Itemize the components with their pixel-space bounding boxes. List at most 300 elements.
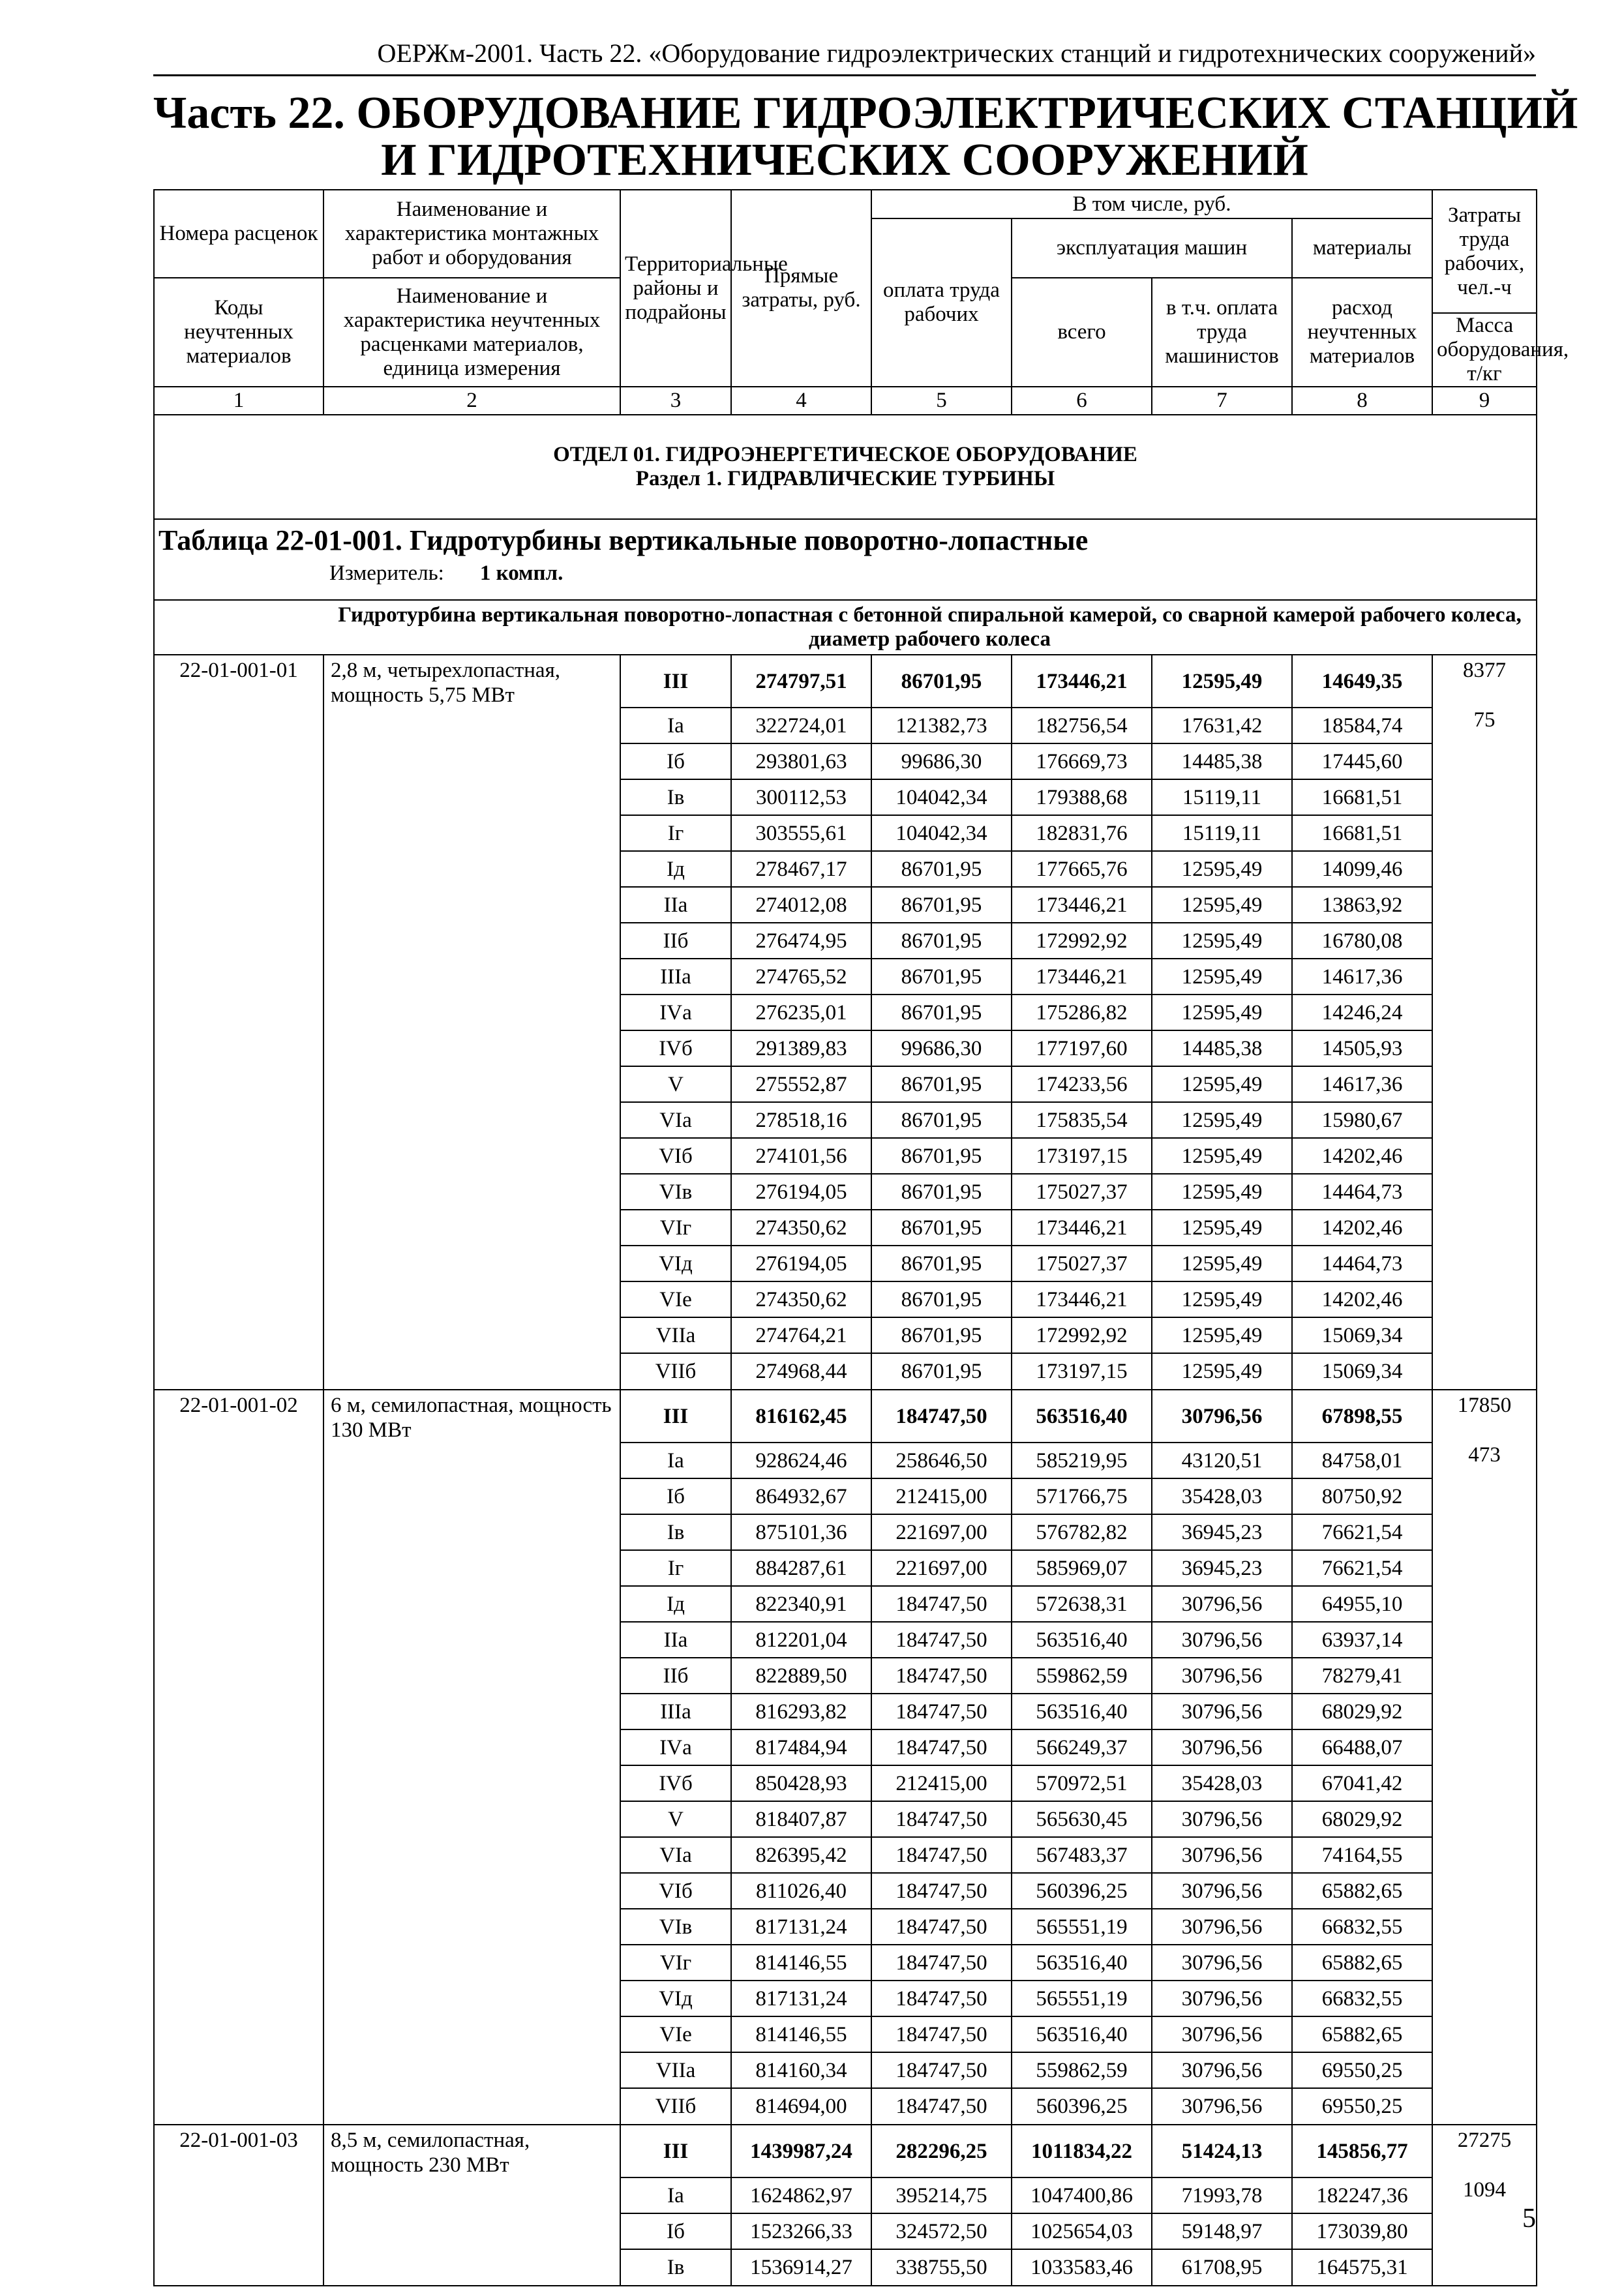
rate-description bbox=[323, 2088, 620, 2125]
value-cell: 65882,65 bbox=[1292, 2016, 1432, 2052]
rate-code bbox=[154, 1210, 323, 1246]
territory-cell: IVа bbox=[620, 995, 731, 1030]
col-num: 1 bbox=[154, 387, 323, 415]
territory-cell: Iв bbox=[620, 1514, 731, 1550]
value-cell: 184747,50 bbox=[871, 2016, 1012, 2052]
territory-cell: Iг bbox=[620, 815, 731, 851]
hdr-ekspl: эксплуатация машин bbox=[1012, 218, 1292, 278]
value-cell: 850428,93 bbox=[731, 1765, 871, 1801]
empty-cell bbox=[1432, 1873, 1537, 1909]
value-cell: 182756,54 bbox=[1012, 708, 1152, 743]
empty-cell bbox=[1432, 1801, 1537, 1837]
value-cell: 14464,73 bbox=[1292, 1174, 1432, 1210]
value-cell: 68029,92 bbox=[1292, 1694, 1432, 1729]
value-cell: 567483,37 bbox=[1012, 1837, 1152, 1873]
rate-description bbox=[323, 1586, 620, 1622]
table-row bbox=[154, 1210, 1537, 1246]
empty-cell bbox=[1432, 1478, 1537, 1514]
value-cell: 812201,04 bbox=[731, 1622, 871, 1658]
rate-description bbox=[323, 1174, 620, 1210]
otdel-title: ОТДЕЛ 01. ГИДРОЭНЕРГЕТИЧЕСКОЕ ОБОРУДОВАНИЕ bbox=[553, 443, 1137, 466]
value-cell: 184747,50 bbox=[871, 2052, 1012, 2088]
value-cell: 822889,50 bbox=[731, 1658, 871, 1694]
rate-description bbox=[323, 2213, 620, 2249]
value-cell: 276194,05 bbox=[731, 1174, 871, 1210]
value-cell: 30796,56 bbox=[1152, 2016, 1292, 2052]
value-cell: 395214,75 bbox=[871, 2177, 1012, 2213]
value-cell: 78279,41 bbox=[1292, 1658, 1432, 1694]
value-cell: 293801,63 bbox=[731, 743, 871, 779]
value-cell: 76621,54 bbox=[1292, 1550, 1432, 1586]
rate-code bbox=[154, 2177, 323, 2213]
table-row bbox=[154, 959, 1537, 995]
value-cell: 1047400,86 bbox=[1012, 2177, 1152, 2213]
value-cell: 14246,24 bbox=[1292, 995, 1432, 1030]
table-row bbox=[154, 1550, 1537, 1586]
rate-code bbox=[154, 1801, 323, 1837]
value-cell: 563516,40 bbox=[1012, 1945, 1152, 1981]
value-cell: 99686,30 bbox=[871, 743, 1012, 779]
value-cell: 43120,51 bbox=[1152, 1443, 1292, 1478]
empty-cell bbox=[1432, 1246, 1537, 1281]
value-cell: 276474,95 bbox=[731, 923, 871, 959]
value-cell: 12595,49 bbox=[1152, 1066, 1292, 1102]
empty-cell bbox=[1432, 1138, 1537, 1174]
territory-cell: VIг bbox=[620, 1945, 731, 1981]
value-cell: 560396,25 bbox=[1012, 1873, 1152, 1909]
section-heading bbox=[154, 415, 1537, 519]
territory-cell: IIа bbox=[620, 887, 731, 923]
rate-code bbox=[154, 2016, 323, 2052]
value-cell: 14464,73 bbox=[1292, 1246, 1432, 1281]
value-cell: 86701,95 bbox=[871, 655, 1012, 708]
value-cell: 14485,38 bbox=[1152, 1030, 1292, 1066]
value-cell: 814694,00 bbox=[731, 2088, 871, 2125]
value-cell: 164575,31 bbox=[1292, 2249, 1432, 2286]
value-cell: 66832,55 bbox=[1292, 1909, 1432, 1945]
rate-code bbox=[154, 743, 323, 779]
rate-description bbox=[323, 1837, 620, 1873]
value-cell: 563516,40 bbox=[1012, 1622, 1152, 1658]
value-cell: 30796,56 bbox=[1152, 1837, 1292, 1873]
value-cell: 12595,49 bbox=[1152, 1174, 1292, 1210]
value-cell: 12595,49 bbox=[1152, 959, 1292, 995]
territory-cell: Iб bbox=[620, 2213, 731, 2249]
value-cell: 1011834,22 bbox=[1012, 2125, 1152, 2177]
value-cell: 173446,21 bbox=[1012, 655, 1152, 708]
territory-cell: Iв bbox=[620, 2249, 731, 2286]
value-cell: 565630,45 bbox=[1012, 1801, 1152, 1837]
value-cell: 176669,73 bbox=[1012, 743, 1152, 779]
value-cell: 18584,74 bbox=[1292, 708, 1432, 743]
value-cell: 814146,55 bbox=[731, 1945, 871, 1981]
value-cell: 12595,49 bbox=[1152, 1317, 1292, 1353]
value-cell: 172992,92 bbox=[1012, 923, 1152, 959]
rate-description bbox=[323, 1281, 620, 1317]
value-cell: 182831,76 bbox=[1012, 815, 1152, 851]
rate-code bbox=[154, 1478, 323, 1514]
value-cell: 30796,56 bbox=[1152, 2088, 1292, 2125]
table-row bbox=[154, 1765, 1537, 1801]
value-cell: 274765,52 bbox=[731, 959, 871, 995]
empty-cell bbox=[1432, 815, 1537, 851]
empty-cell bbox=[1432, 1981, 1537, 2016]
running-header: ОЕРЖм-2001. Часть 22. «Оборудование гидроэлектрических станций и гидротехнических сооружений» bbox=[377, 38, 1536, 68]
empty-cell bbox=[1432, 995, 1537, 1030]
rate-description bbox=[323, 779, 620, 815]
rate-code bbox=[154, 815, 323, 851]
value-cell: 928624,46 bbox=[731, 1443, 871, 1478]
empty-cell bbox=[1432, 1066, 1537, 1102]
territory-cell: IIб bbox=[620, 1658, 731, 1694]
table-row bbox=[154, 1102, 1537, 1138]
value-cell: 173446,21 bbox=[1012, 887, 1152, 923]
rate-code bbox=[154, 779, 323, 815]
value-cell: 177197,60 bbox=[1012, 1030, 1152, 1066]
value-cell: 814160,34 bbox=[731, 2052, 871, 2088]
value-cell: 1536914,27 bbox=[731, 2249, 871, 2286]
table-row bbox=[154, 2249, 1537, 2286]
value-cell: 565551,19 bbox=[1012, 1909, 1152, 1945]
value-cell: 12595,49 bbox=[1152, 851, 1292, 887]
measurer-value: 1 компл. bbox=[479, 561, 564, 585]
value-cell: 826395,42 bbox=[731, 1837, 871, 1873]
table-row bbox=[154, 779, 1537, 815]
value-cell: 184747,50 bbox=[871, 1622, 1012, 1658]
rate-code bbox=[154, 1550, 323, 1586]
value-cell: 571766,75 bbox=[1012, 1478, 1152, 1514]
value-cell: 811026,40 bbox=[731, 1873, 871, 1909]
territory-cell: Iб bbox=[620, 743, 731, 779]
value-cell: 282296,25 bbox=[871, 2125, 1012, 2177]
value-cell: 572638,31 bbox=[1012, 1586, 1152, 1622]
value-cell: 184747,50 bbox=[871, 1945, 1012, 1981]
value-cell: 121382,73 bbox=[871, 708, 1012, 743]
table-row bbox=[154, 2125, 1537, 2177]
value-cell: 585969,07 bbox=[1012, 1550, 1152, 1586]
territory-cell: VIа bbox=[620, 1102, 731, 1138]
razdel-title: Раздел 1. ГИДРАВЛИЧЕСКИЕ ТУРБИНЫ bbox=[635, 467, 1055, 490]
table-row bbox=[154, 1694, 1537, 1729]
value-cell: 274012,08 bbox=[731, 887, 871, 923]
value-cell: 30796,56 bbox=[1152, 1981, 1292, 2016]
territory-cell: IIб bbox=[620, 923, 731, 959]
value-cell: 30796,56 bbox=[1152, 1586, 1292, 1622]
rate-description bbox=[323, 1246, 620, 1281]
value-cell: 16681,51 bbox=[1292, 815, 1432, 851]
empty-cell bbox=[1432, 2249, 1537, 2286]
value-cell: 184747,50 bbox=[871, 1694, 1012, 1729]
value-cell: 35428,03 bbox=[1152, 1478, 1292, 1514]
col-num: 7 bbox=[1152, 387, 1292, 415]
rate-description: 2,8 м, четырехлопастная, мощность 5,75 МВт bbox=[323, 655, 620, 708]
empty-cell bbox=[1432, 1586, 1537, 1622]
value-cell: 563516,40 bbox=[1012, 2016, 1152, 2052]
table-row bbox=[154, 1729, 1537, 1765]
table-row bbox=[154, 1174, 1537, 1210]
territory-cell: IVа bbox=[620, 1729, 731, 1765]
value-cell: 291389,83 bbox=[731, 1030, 871, 1066]
value-cell: 14202,46 bbox=[1292, 1281, 1432, 1317]
territory-cell: VIIб bbox=[620, 2088, 731, 2125]
value-cell: 12595,49 bbox=[1152, 887, 1292, 923]
table-row bbox=[154, 1138, 1537, 1174]
value-cell: 184747,50 bbox=[871, 1909, 1012, 1945]
territory-cell: Iд bbox=[620, 1586, 731, 1622]
value-cell: 175027,37 bbox=[1012, 1246, 1152, 1281]
empty-cell bbox=[1432, 2016, 1537, 2052]
rate-description bbox=[323, 2016, 620, 2052]
empty-cell bbox=[1432, 1353, 1537, 1390]
table-row bbox=[154, 1873, 1537, 1909]
value-cell: 14099,46 bbox=[1292, 851, 1432, 887]
value-cell: 184747,50 bbox=[871, 1658, 1012, 1694]
value-cell: 274350,62 bbox=[731, 1210, 871, 1246]
hdr-vtch: в т.ч. оплата труда машинистов bbox=[1152, 278, 1292, 387]
value-cell: 570972,51 bbox=[1012, 1765, 1152, 1801]
table-row bbox=[154, 1981, 1537, 2016]
territory-cell: IVб bbox=[620, 1765, 731, 1801]
value-cell: 212415,00 bbox=[871, 1765, 1012, 1801]
rate-description bbox=[323, 743, 620, 779]
value-cell: 13863,92 bbox=[1292, 887, 1432, 923]
value-cell: 65882,65 bbox=[1292, 1945, 1432, 1981]
territory-cell: Iа bbox=[620, 2177, 731, 2213]
value-cell: 61708,95 bbox=[1152, 2249, 1292, 2286]
value-cell: 68029,92 bbox=[1292, 1801, 1432, 1837]
value-cell: 12595,49 bbox=[1152, 655, 1292, 708]
rate-description bbox=[323, 1066, 620, 1102]
empty-cell bbox=[1432, 1694, 1537, 1729]
rate-code bbox=[154, 1945, 323, 1981]
value-cell: 884287,61 bbox=[731, 1550, 871, 1586]
empty-cell bbox=[1432, 2088, 1537, 2125]
rate-description bbox=[323, 1138, 620, 1174]
rate-code bbox=[154, 1586, 323, 1622]
value-cell: 184747,50 bbox=[871, 2088, 1012, 2125]
page-title bbox=[153, 88, 1578, 185]
rate-code bbox=[154, 1873, 323, 1909]
rate-code bbox=[154, 2213, 323, 2249]
rate-code bbox=[154, 1909, 323, 1945]
col-num: 4 bbox=[731, 387, 871, 415]
rate-description bbox=[323, 1658, 620, 1694]
value-cell: 15980,67 bbox=[1292, 1102, 1432, 1138]
col-num: 9 bbox=[1432, 387, 1537, 415]
labor-cost: 8377 bbox=[1432, 655, 1537, 708]
hdr-territory: Территориальные районы и подрайоны bbox=[620, 190, 731, 387]
territory-cell: Iд bbox=[620, 851, 731, 887]
territory-cell: Iб bbox=[620, 1478, 731, 1514]
hdr-v-tom: В том числе, руб. bbox=[871, 190, 1432, 218]
territory-cell: Iа bbox=[620, 1443, 731, 1478]
measurer bbox=[158, 559, 1532, 588]
labor-cost: 17850 bbox=[1432, 1390, 1537, 1443]
value-cell: 814146,55 bbox=[731, 2016, 871, 2052]
territory-cell: VIIа bbox=[620, 1317, 731, 1353]
rate-code bbox=[154, 1317, 323, 1353]
table-row bbox=[154, 1837, 1537, 1873]
rate-description bbox=[323, 1514, 620, 1550]
value-cell: 17631,42 bbox=[1152, 708, 1292, 743]
value-cell: 559862,59 bbox=[1012, 2052, 1152, 2088]
empty-cell bbox=[1432, 1030, 1537, 1066]
rate-code bbox=[154, 1443, 323, 1478]
empty-cell bbox=[1432, 1765, 1537, 1801]
value-cell: 86701,95 bbox=[871, 1174, 1012, 1210]
value-cell: 822340,91 bbox=[731, 1586, 871, 1622]
empty-cell bbox=[1432, 1945, 1537, 1981]
value-cell: 30796,56 bbox=[1152, 1390, 1292, 1443]
rate-description bbox=[323, 1729, 620, 1765]
empty-cell bbox=[1432, 1729, 1537, 1765]
rate-code bbox=[154, 995, 323, 1030]
rate-description bbox=[323, 1030, 620, 1066]
value-cell: 179388,68 bbox=[1012, 779, 1152, 815]
title-line-2: И ГИДРОТЕХНИЧЕСКИХ СООРУЖЕНИЙ bbox=[381, 135, 1308, 185]
value-cell: 184747,50 bbox=[871, 1729, 1012, 1765]
rate-code bbox=[154, 851, 323, 887]
rate-description bbox=[323, 851, 620, 887]
value-cell: 173039,80 bbox=[1292, 2213, 1432, 2249]
value-cell: 184747,50 bbox=[871, 1981, 1012, 2016]
table-row bbox=[154, 1443, 1537, 1478]
empty-cell bbox=[1432, 1909, 1537, 1945]
territory-cell: Iа bbox=[620, 708, 731, 743]
table-row bbox=[154, 1246, 1537, 1281]
value-cell: 258646,50 bbox=[871, 1443, 1012, 1478]
value-cell: 173197,15 bbox=[1012, 1353, 1152, 1390]
table-row bbox=[154, 1586, 1537, 1622]
table-row bbox=[154, 923, 1537, 959]
territory-cell: IIIа bbox=[620, 959, 731, 995]
value-cell: 104042,34 bbox=[871, 779, 1012, 815]
rate-description bbox=[323, 1801, 620, 1837]
empty-cell bbox=[1432, 743, 1537, 779]
hdr-vsego: всего bbox=[1012, 278, 1152, 387]
territory-cell: VIб bbox=[620, 1873, 731, 1909]
territory-cell: VIа bbox=[620, 1837, 731, 1873]
hdr-nomera: Номера расценок bbox=[154, 190, 323, 278]
value-cell: 86701,95 bbox=[871, 923, 1012, 959]
rate-description bbox=[323, 1765, 620, 1801]
table-row bbox=[154, 1317, 1537, 1353]
value-cell: 63937,14 bbox=[1292, 1622, 1432, 1658]
rate-description bbox=[323, 2052, 620, 2088]
value-cell: 14202,46 bbox=[1292, 1210, 1432, 1246]
value-cell: 221697,00 bbox=[871, 1514, 1012, 1550]
empty-cell bbox=[1432, 1317, 1537, 1353]
rate-description bbox=[323, 1873, 620, 1909]
equipment-mass: 75 bbox=[1432, 708, 1537, 743]
column-numbers-row bbox=[154, 387, 1537, 415]
value-cell: 59148,97 bbox=[1152, 2213, 1292, 2249]
value-cell: 816162,45 bbox=[731, 1390, 871, 1443]
rate-code bbox=[154, 2088, 323, 2125]
value-cell: 64955,10 bbox=[1292, 1586, 1432, 1622]
value-cell: 276235,01 bbox=[731, 995, 871, 1030]
rate-code bbox=[154, 1066, 323, 1102]
table-row bbox=[154, 2088, 1537, 2125]
hdr-rashod: расход неучтенных материалов bbox=[1292, 278, 1432, 387]
table-row bbox=[154, 1801, 1537, 1837]
value-cell: 66832,55 bbox=[1292, 1981, 1432, 2016]
table-row bbox=[154, 1390, 1537, 1443]
table-caption-cell bbox=[154, 519, 1537, 600]
value-cell: 1025654,03 bbox=[1012, 2213, 1152, 2249]
col-num: 8 bbox=[1292, 387, 1432, 415]
territory-cell: VIе bbox=[620, 1281, 731, 1317]
value-cell: 173446,21 bbox=[1012, 959, 1152, 995]
value-cell: 184747,50 bbox=[871, 1390, 1012, 1443]
territory-cell: III bbox=[620, 2125, 731, 2177]
value-cell: 16681,51 bbox=[1292, 779, 1432, 815]
rate-code bbox=[154, 1353, 323, 1390]
value-cell: 875101,36 bbox=[731, 1514, 871, 1550]
rate-code bbox=[154, 1658, 323, 1694]
rate-description bbox=[323, 887, 620, 923]
rate-code bbox=[154, 1514, 323, 1550]
table-row bbox=[154, 1281, 1537, 1317]
title-line-1: Часть 22. ОБОРУДОВАНИЕ ГИДРОЭЛЕКТРИЧЕСКИХ СТАНЦИЙ bbox=[153, 88, 1578, 138]
rate-description bbox=[323, 1353, 620, 1390]
rate-code bbox=[154, 959, 323, 995]
value-cell: 563516,40 bbox=[1012, 1390, 1152, 1443]
table-row bbox=[154, 1030, 1537, 1066]
value-cell: 816293,82 bbox=[731, 1694, 871, 1729]
rate-description bbox=[323, 1210, 620, 1246]
value-cell: 69550,25 bbox=[1292, 2052, 1432, 2088]
value-cell: 1624862,97 bbox=[731, 2177, 871, 2213]
value-cell: 566249,37 bbox=[1012, 1729, 1152, 1765]
value-cell: 67041,42 bbox=[1292, 1765, 1432, 1801]
table-row bbox=[154, 1909, 1537, 1945]
table-row bbox=[154, 1478, 1537, 1514]
value-cell: 563516,40 bbox=[1012, 1694, 1152, 1729]
value-cell: 74164,55 bbox=[1292, 1837, 1432, 1873]
empty-cell bbox=[1432, 1102, 1537, 1138]
value-cell: 12595,49 bbox=[1152, 1102, 1292, 1138]
value-cell: 36945,23 bbox=[1152, 1514, 1292, 1550]
value-cell: 86701,95 bbox=[871, 1317, 1012, 1353]
rate-code bbox=[154, 2052, 323, 2088]
value-cell: 51424,13 bbox=[1152, 2125, 1292, 2177]
rate-code bbox=[154, 1837, 323, 1873]
value-cell: 560396,25 bbox=[1012, 2088, 1152, 2125]
value-cell: 184747,50 bbox=[871, 1873, 1012, 1909]
empty-cell bbox=[1432, 1837, 1537, 1873]
value-cell: 86701,95 bbox=[871, 1210, 1012, 1246]
empty-cell bbox=[1432, 2052, 1537, 2088]
rate-code bbox=[154, 1765, 323, 1801]
empty-cell bbox=[1432, 887, 1537, 923]
territory-cell: VIд bbox=[620, 1246, 731, 1281]
hdr-materialy: материалы bbox=[1292, 218, 1432, 278]
value-cell: 84758,01 bbox=[1292, 1443, 1432, 1478]
value-cell: 274764,21 bbox=[731, 1317, 871, 1353]
value-cell: 559862,59 bbox=[1012, 1658, 1152, 1694]
hdr-oplata: оплата труда рабочих bbox=[871, 218, 1012, 387]
table-row bbox=[154, 1658, 1537, 1694]
value-cell: 303555,61 bbox=[731, 815, 871, 851]
value-cell: 175835,54 bbox=[1012, 1102, 1152, 1138]
rate-code bbox=[154, 1246, 323, 1281]
value-cell: 818407,87 bbox=[731, 1801, 871, 1837]
value-cell: 145856,77 bbox=[1292, 2125, 1432, 2177]
rate-description bbox=[323, 708, 620, 743]
value-cell: 274797,51 bbox=[731, 655, 871, 708]
col-num: 5 bbox=[871, 387, 1012, 415]
